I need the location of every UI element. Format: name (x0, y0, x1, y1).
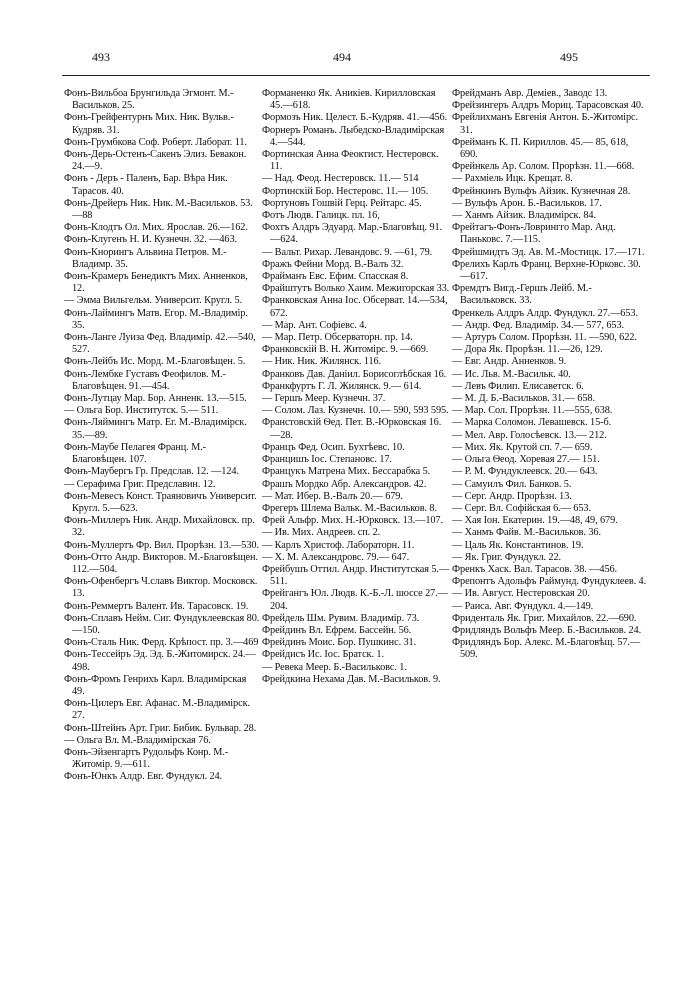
directory-entry: Фонъ-Отто Андр. Викторов. М.-Благовѣщен. 112.—504. (64, 551, 258, 575)
directory-entry: Фрейдинъ Моис. Бор. Пушкинс. 31. (262, 637, 417, 649)
directory-entry: Фрегеръ Шлема Вальк. М.-Васильков. 8. (262, 502, 437, 514)
directory-entry: — Р. М. Фундуклеевск. 20.— 643. (452, 466, 598, 478)
directory-entry: — Серг. Вл. Софійская 6.— 653. (452, 502, 591, 514)
directory-entry: — Левъ Филип. Елисаветск. 6. (452, 380, 584, 392)
directory-entry: Фортинскій Бор. Нестеровс. 11.— 105. (262, 185, 429, 197)
directory-entry: — Мат. Ибер. В.-Валъ 20.— 679. (262, 490, 403, 502)
directory-entry: — Марка Соломон. Левашевск. 15-б. (452, 417, 612, 429)
directory-entry: — Ив. Мих. Андреев. сп. 2. (262, 527, 381, 539)
directory-entry: Франстовскій Ѳед. Пет. В.-Юрковская 16.—28. (262, 417, 442, 441)
directory-entry: Фонъ-Лутцау Мар. Бор. Анненк. 13.—515. (64, 393, 247, 405)
directory-entry: Фонъ-Лаймингъ Матв. Егор. М.-Владимір. 35. (64, 307, 248, 331)
page-number-left: 493 (92, 50, 110, 64)
directory-entry: Фрейзингеръ Алдръ Мориц. Тарасовская 40. (452, 100, 644, 112)
directory-entry: Фонъ-Лейбъ Ис. Морд. М.-Благовѣщен. 5. (64, 356, 246, 368)
directory-entry: — Вальт. Рихар. Левандовс. 9. —61, 79. (262, 246, 433, 258)
directory-entry: Франковскій В. Н. Житомірс. 9. —669. (262, 344, 429, 356)
directory-entry: Фрейтагъ-Фонъ-Ловрингго Мар. Анд. Паньковс. 7.—115. (452, 222, 616, 246)
directory-entry: Фрашъ Мордко Абр. Александров. 42. (262, 478, 427, 490)
directory-entry: Фонъ-Ляймингъ Матр. Ег. М.-Владимірск. 35.—89. (64, 417, 247, 441)
directory-entry: Фонъ-Дерь-Остенъ-Сакенъ Элиз. Бевакон. 24.—9. (64, 149, 247, 173)
directory-entry: Фрейшмидтъ Эд. Ав. М.-Мостицк. 17.—171. (452, 246, 645, 258)
directory-entry: — Хая Іон. Екатерин. 19.—48, 49, 679. (452, 515, 618, 527)
directory-entry: Фрейлихманъ Евгенія Антон. Б.-Житомірс. 31. (452, 112, 638, 136)
directory-entry: Фрайманъ Евс. Ефим. Спасская 8. (262, 271, 409, 283)
directory-entry: Фонъ-Маубе Пелагея Франц. М.-Благовѣщен. 107. (64, 441, 206, 466)
directory-entry: Фонъ-Ланге Луиза Фед. Владимір. 42.—540, 527. (64, 332, 256, 356)
directory-entry: — Мих. Як. Крутой сп. 7.— 659. (452, 441, 593, 453)
directory-entry: Фрейнкинъ Вульфъ Айзик. Кузнечная 28. (452, 185, 631, 197)
directory-column-1 (64, 88, 260, 993)
directory-entry: Фортуновъ Гошвій Герц. Рейтарс. 45. (262, 197, 422, 209)
directory-entry: Фонъ-Офенбергъ Ч.славъ Виктор. Московск. 13. (64, 576, 258, 600)
directory-entry: Францишъ Іос. Степановс. 17. (262, 454, 392, 466)
directory-entry: Фонъ-Фромъ Генрихъ Карл. Владимірская 49. (64, 673, 247, 697)
directory-entry: Фохтъ Алдръ Эдуард. Мар.-Благовѣщ. 91.—624. (262, 222, 443, 246)
directory-entry: Франковская Анна Іос. Обсерват. 14.—534, 672. (262, 295, 448, 319)
directory-entry: — Мар. Сол. Прорѣзн. 11.—555, 638. (452, 405, 613, 417)
directory-entry: Фонъ-Клугенъ Н. И. Кузнечн. 32. —463. (64, 234, 237, 246)
directory-entry: — Карлъ Христоф. Лабораторн. 11. (262, 539, 415, 551)
directory-entry: — Ханмъ Айзик. Владимірск. 84. (452, 210, 596, 222)
directory-entry: Фонъ-Крамеръ Бенедиктъ Мих. Анненков, 12. (64, 271, 248, 295)
directory-entry: Фонъ-Грумбкова Соф. Роберт. Лаборат. 11. (64, 136, 247, 148)
directory-entry: Фридляндъ Вольфъ Меер. Б.-Васильков. 24. (452, 624, 642, 636)
directory-entry: Фрейдкина Нехама Дав. М.-Васильков. 9. (262, 673, 441, 685)
directory-entry: Фонъ-Реммертъ Валент. Ив. Тарасовск. 19. (64, 600, 249, 612)
directory-entry: — Мел. Авр. Голосѣевск. 13.— 212. (452, 429, 607, 441)
directory-entry: — Самуилъ Фил. Банков. 5. (452, 478, 572, 490)
directory-entry: Френкъ Хаск. Вал. Тарасов. 38. —456. (452, 563, 618, 575)
directory-entry: — Ис. Льв. М.-Васильк. 40. (452, 368, 571, 380)
directory-entry: Фрейманъ К. П. Кириллов. 45.— 85, 618, 690. (452, 136, 629, 161)
directory-entry: Франкфуртъ Г. Л. Жилянск. 9.— 614. (262, 380, 422, 392)
directory-entry: — Ник. Ник. Жилянск. 116. (262, 356, 382, 368)
directory-entry: Фотъ Людв. Галицк. пл. 16, (262, 210, 380, 222)
directory-entry: Фрелихъ Карлъ Франц. Верхне-Юрковс. 30.—617. (452, 258, 641, 283)
directory-entry: Фремдтъ Вигд.-Гершъ Лейб. М.-Васильковск. 33. (452, 283, 592, 307)
directory-entry: — Дора Як. Прорѣзн. 11.—26, 129. (452, 344, 603, 356)
directory-entry: Фрейгангъ Юл. Людв. К.-Б.-Л. шоссе 27.—204. (262, 588, 448, 612)
directory-entry: Фражъ Фейни Морд. В.-Валъ 32. (262, 258, 404, 270)
directory-entry: — Вульфъ Арон. Б.-Васильков. 17. (452, 197, 602, 209)
page-number-center: 494 (333, 50, 351, 64)
directory-entry: Форманенко Як. Аникіев. Кирилловская 45.—618. (262, 88, 436, 112)
directory-entry: Фонъ-Кнорингъ Альвина Петров. М.-Владимр. 35. (64, 246, 227, 270)
directory-entry: — Солом. Лаз. Кузнечн. 10.— 590, 593 595. (262, 405, 449, 417)
directory-entry: — Андр. Фед. Владимір. 34.— 577, 653. (452, 319, 624, 331)
directory-entry: Фриденталь Як. Григ. Михайлов. 22.—690. (452, 612, 637, 624)
directory-entry: Фрей Альфр. Мих. Н.-Юрковск. 13.—107. (262, 515, 443, 527)
directory-entry: Фонъ-Клодтъ Ол. Мих. Ярослав. 26.—162. (64, 222, 248, 234)
directory-entry: — Серг. Андр. Прорѣзн. 13. (452, 490, 572, 502)
directory-entry: — Ив. Август. Нестеровская 20. (452, 588, 590, 600)
directory-entry: — М. Д. Б.-Васильков. 31.— 658. (452, 393, 595, 405)
directory-entry: Фонъ-Лембке Густавъ Феофилов. М.-Благовѣщен. 91.—454. (64, 368, 226, 392)
page-number-right: 495 (560, 50, 578, 64)
directory-entry: — Ревека Меер. Б.-Васильковс. 1. (262, 661, 407, 673)
directory-column-2 (262, 88, 450, 993)
directory-entry: Фрейбушъ Оттил. Андр. Институтская 5.—511. (262, 563, 450, 588)
directory-entry: Форнеръ Романъ. Лыбедско-Владимірская 4.—544. (262, 124, 445, 148)
directory-entry: — Мар. Петр. Обсерваторн. пр. 14. (262, 332, 413, 344)
page-header (0, 0, 682, 70)
directory-entry: Фрепонтъ Адольфъ Раймунд. Фундуклеев. 4. (452, 576, 647, 588)
directory-entry: Фонъ - Деръ - Паленъ, Бар. Вѣра Ник. Тарасов. 40. (64, 173, 228, 197)
directory-entry: Фрейдинъ Вл. Ефрем. Бассейн. 56. (262, 624, 412, 636)
directory-entry: Фонъ-Цилеръ Евг. Афанас. М.-Владимірск. 27. (64, 698, 250, 722)
directory-entry: Фонъ-Грейфентурнъ Мих. Ник. Вульв.-Кудряв. 31. (64, 112, 234, 136)
directory-entry: — Гершъ Меер. Кузнечн. 37. (262, 393, 386, 405)
directory-entry: Фонъ-Маубергъ Гр. Предслав. 12. —124. (64, 466, 239, 478)
directory-entry: Фонъ-Миллеръ Ник. Андр. Михайловск. пр. 32. (64, 515, 255, 539)
directory-entry: Фонъ-Тессейръ Эд. Эд. Б.-Житомирск. 24.—498. (64, 649, 256, 673)
directory-entry: Френкель Алдръ Алдр. Фундукл. 27.—653. (452, 307, 638, 319)
directory-entry: Фонъ-Вильбоа Брунгильда Эгмонт. М.-Васильков. 25. (64, 88, 234, 112)
directory-entry: Фонъ-Эйзенгартъ Рудольфъ Конр. М.-Житомір. 9.—611. (64, 746, 229, 771)
directory-entry: Фрайштутъ Волько Хаим. Межигорская 33. (262, 283, 450, 295)
directory-entry: — Мар. Ант. Софіевс. 4. (262, 319, 367, 331)
directory-entry: — Ольга Ѳеод. Хоревая 27.— 151. (452, 454, 600, 466)
header-rule (62, 75, 650, 76)
directory-entry: — Рахміель Ицк. Крещат. 8. (452, 173, 573, 185)
directory-entry: — Ханмъ Файв. М.-Васильков. 36. (452, 527, 601, 539)
directory-entry: — Як. Григ. Фундукл. 22. (452, 551, 562, 563)
directory-entry: — Артуръ Солом. Прорѣзн. 11. —590, 622. (452, 332, 637, 344)
directory-entry: Фрейнкель Ар. Солом. Прорѣзн. 11.—668. (452, 161, 635, 173)
directory-entry: Фридляндъ Бор. Алекс. М.-Благовѣщ. 57.—509. (452, 637, 641, 661)
directory-entry: — Ольга Бор. Институтск. 5.— 511. (64, 405, 219, 417)
directory-entry: Фонъ-Штейнъ Арт. Григ. Бибик. Бульвар. 28. (64, 722, 257, 734)
directory-entry: Фонъ-Сплавъ Нейм. Сиг. Фундуклеевская 80.—150. (64, 612, 260, 636)
directory-entry: Фонъ-Дрейеръ Ник. Ник. М.-Васильков. 53.—88 (64, 197, 253, 222)
directory-entry: Формозъ Ник. Целест. Б.-Кудряв. 41.—456. (262, 112, 448, 124)
directory-entry: — Над. Феод. Нестеровск. 11.— 514 (262, 173, 419, 185)
directory-entry: — Эмма Вильгельм. Университ. Кругл. 5. (64, 295, 242, 307)
directory-entry: Фонъ-Муллертъ Фр. Вил. Прорѣзн. 13.—530. (64, 539, 259, 551)
directory-entry: — Раиса. Авг. Фундукл. 4.—149. (452, 600, 594, 612)
directory-entry: Фрейдисъ Ис. Іос. Братск. 1. (262, 649, 384, 661)
directory-entry: Фонъ-Юнкъ Алдр. Евг. Фундукл. 24. (64, 771, 223, 783)
directory-entry: — Серафима Григ. Предславин. 12. (64, 478, 216, 490)
directory-entry: — Х. М. Александровс. 79.— 647. (262, 551, 410, 563)
directory-column-3 (452, 88, 648, 993)
directory-entry: Фрейдманъ Авр. Деміев., Заводс 13. (452, 88, 608, 99)
directory-entry: Фортинская Анна Феоктист. Нестеровск. 11. (262, 149, 439, 173)
directory-entry: Франковъ Дав. Даніил. Борисоглѣбская 16. (262, 368, 447, 380)
directory-entry: Францукъ Матрена Мих. Бессарабка 5. (262, 466, 431, 478)
directory-entry: — Евг. Андр. Анненков. 9. (452, 356, 567, 368)
directory-entry: Фонъ-Сталь Ник. Ферд. Крѣпост. пр. 3.—469 (64, 637, 259, 649)
directory-entry: — Цаль Як. Константинов. 19. (452, 539, 584, 551)
directory-entry: Фонъ-Мевесъ Конст. Траяновичъ Университ. Кругл. 5.—623. (64, 490, 257, 514)
directory-entry: Францъ Фед. Осип. Бухтѣевс. 10. (262, 441, 405, 453)
directory-entry: Фрейдель Шм. Рувим. Владимір. 73. (262, 612, 420, 624)
directory-entry: — Ольга Вл. М.-Владимірская 76. (64, 734, 211, 746)
